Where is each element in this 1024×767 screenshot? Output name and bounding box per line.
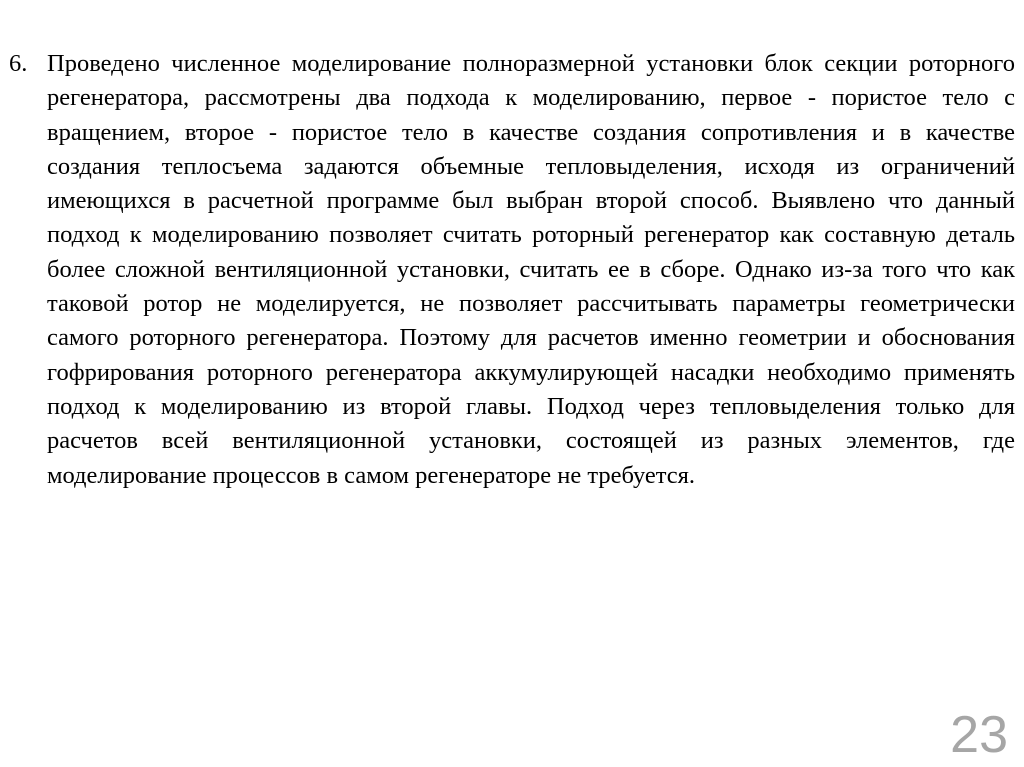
list-item-number: 6. [9, 50, 28, 77]
slide-page-number: 23 [950, 706, 1008, 764]
numbered-list-item [0, 47, 1024, 567]
list-item-paragraph: Проведено численное моделирование полноразмерной установки блок секции роторного регенератора, рассмотрены два подхода к моделированию, первое - пористое тело с вращением, второе - пористое тело в качестве создания сопротивления и в качестве создания теплосъема задаются объемные тепловыделения, исходя из ограничений имеющихся в расчетной программе был выбран второй способ. Выявлено что данный подход к моделированию позволяет считать роторный регенератор как составную деталь более сложной вентиляционной установки, считать ее в сборе. Однако из-за того что как таковой ротор не моделируется, не позволяет рассчитывать параметры геометрически самого роторного регенератора. Поэтому для расчетов именно геометрии и обоснования гофрирования роторного регенератора аккумулирующей насадки необходимо применять подход к моделированию из второй главы. Подход через тепловыделения только для расчетов всей вентиляционной установки, состоящей из разных элементов, где моделирование процессов в самом регенераторе не требуется. [47, 50, 1015, 489]
